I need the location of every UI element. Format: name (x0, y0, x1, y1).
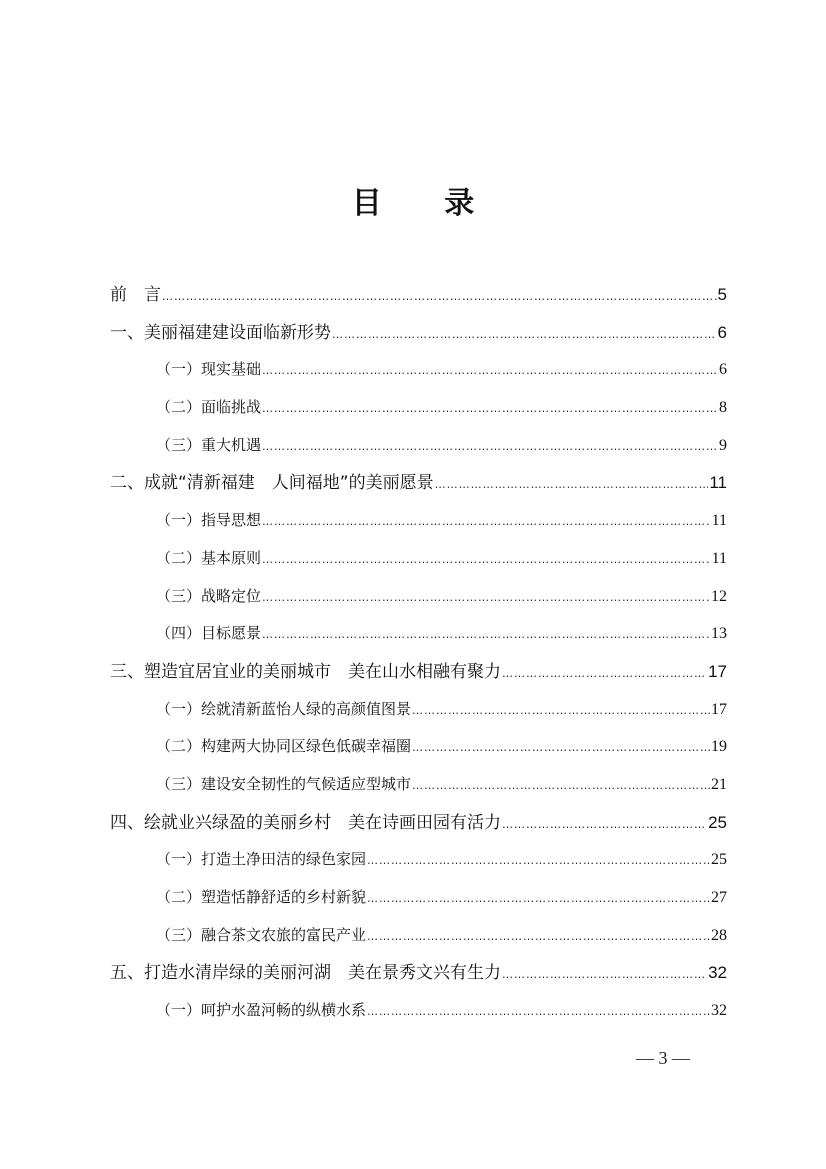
toc-entry-label: 三、塑造宜居宜业的美丽城市 美在山水相融有聚力 (110, 661, 501, 682)
leader-dots (262, 503, 711, 540)
toc-entry-page: 19 (711, 738, 727, 756)
leader-dots (367, 880, 710, 917)
leader-dots (262, 579, 710, 616)
toc-entry-section[interactable] (110, 427, 727, 465)
leader-dots (162, 278, 717, 314)
toc-entry-label: （一）现实基础 (156, 360, 262, 379)
leader-dots (502, 655, 707, 691)
toc-entry-page: 17 (708, 661, 727, 681)
leader-dots (435, 466, 709, 502)
toc-entry-label: 五、打造水清岸绿的美丽河湖 美在景秀文兴有生力 (110, 963, 501, 984)
toc-entry-page: 27 (711, 889, 727, 906)
toc-entry-label: 一、美丽福建建设面临新形势 (110, 322, 331, 343)
toc-entry-section[interactable] (110, 766, 727, 804)
table-of-contents (110, 276, 727, 1030)
toc-entry-label: （三）融合茶文农旅的富民产业 (156, 925, 367, 944)
toc-entry-label: 二、成就“清新福建 人间福地”的美丽愿景 (110, 473, 434, 494)
toc-entry-label: （二）基本原则 (156, 548, 262, 567)
toc-entry-label: （三）重大机遇 (156, 435, 262, 454)
toc-entry-page: 13 (711, 625, 727, 643)
leader-dots (502, 806, 707, 842)
toc-entry-section[interactable] (110, 351, 727, 389)
toc-entry-label: 四、绘就业兴绿盈的美丽乡村 美在诗画田园有活力 (110, 812, 501, 833)
toc-entry-page: 11 (709, 473, 727, 493)
leader-dots (412, 767, 710, 804)
toc-entry-page: 11 (711, 549, 727, 567)
toc-entry-page: 12 (711, 587, 727, 605)
toc-title: 目 录 (351, 186, 501, 221)
toc-entry-page: 6 (719, 361, 727, 379)
toc-entry-section[interactable] (110, 992, 727, 1030)
toc-entry-section[interactable] (110, 578, 727, 616)
toc-entry-label: （一）呵护水盈河畅的纵横水系 (156, 1001, 367, 1020)
toc-entry-chapter-2[interactable] (110, 464, 727, 502)
toc-entry-page: 5 (717, 285, 727, 304)
toc-entry-label: （二）构建两大协同区绿色低碳幸福圈 (156, 737, 412, 756)
toc-entry-preface[interactable] (110, 276, 727, 314)
toc-entry-page: 9 (719, 436, 727, 454)
toc-entry-label: （二）面临挑战 (156, 398, 262, 417)
toc-entry-label: 前 言 (110, 285, 161, 305)
toc-entry-section[interactable] (110, 389, 727, 427)
toc-entry-label: （一）绘就清新蓝怡人绿的高颜值图景 (156, 699, 412, 718)
toc-entry-label: （一）打造土净田洁的绿色家园 (156, 850, 367, 869)
leader-dots (412, 692, 710, 729)
toc-entry-chapter-1[interactable] (110, 314, 727, 352)
toc-entry-page: 25 (708, 812, 727, 832)
leader-dots (502, 956, 707, 992)
leader-dots (367, 918, 710, 955)
toc-entry-chapter-4[interactable] (110, 804, 727, 842)
leader-dots (367, 993, 710, 1030)
toc-entry-label: （三）建设安全韧性的气候适应型城市 (156, 774, 412, 793)
leader-dots (367, 842, 710, 879)
leader-dots (262, 352, 718, 389)
toc-entry-section[interactable] (110, 728, 727, 766)
toc-entry-chapter-5[interactable] (110, 954, 727, 992)
leader-dots (332, 316, 717, 352)
leader-dots (412, 729, 710, 766)
toc-entry-label: （一）指导思想 (156, 511, 262, 530)
toc-entry-section[interactable] (110, 879, 727, 917)
leader-dots (262, 616, 710, 653)
toc-entry-page: 32 (711, 1002, 727, 1020)
leader-dots (262, 428, 718, 465)
toc-entry-section[interactable] (110, 691, 727, 729)
toc-entry-chapter-3[interactable] (110, 653, 727, 691)
toc-entry-label: （四）目标愿景 (156, 624, 262, 643)
toc-entry-page: 11 (711, 512, 727, 530)
toc-entry-section[interactable] (110, 841, 727, 879)
toc-entry-section[interactable] (110, 540, 727, 578)
toc-entry-page: 21 (711, 775, 727, 793)
toc-entry-label: （二）塑造恬静舒适的乡村新貌 (156, 888, 367, 906)
toc-entry-page: 32 (708, 963, 727, 983)
toc-entry-section[interactable] (110, 917, 727, 955)
toc-entry-page: 28 (711, 926, 727, 944)
toc-entry-page: 25 (711, 851, 727, 869)
toc-entry-section[interactable] (110, 615, 727, 653)
toc-entry-label: （三）战略定位 (156, 586, 262, 605)
toc-entry-section[interactable] (110, 502, 727, 540)
toc-entry-page: 17 (711, 700, 727, 718)
leader-dots (262, 541, 711, 578)
toc-entry-page: 6 (717, 322, 727, 342)
page-number-footer: — 3 — (636, 1048, 690, 1068)
leader-dots (262, 390, 718, 427)
toc-entry-page: 8 (719, 399, 727, 417)
